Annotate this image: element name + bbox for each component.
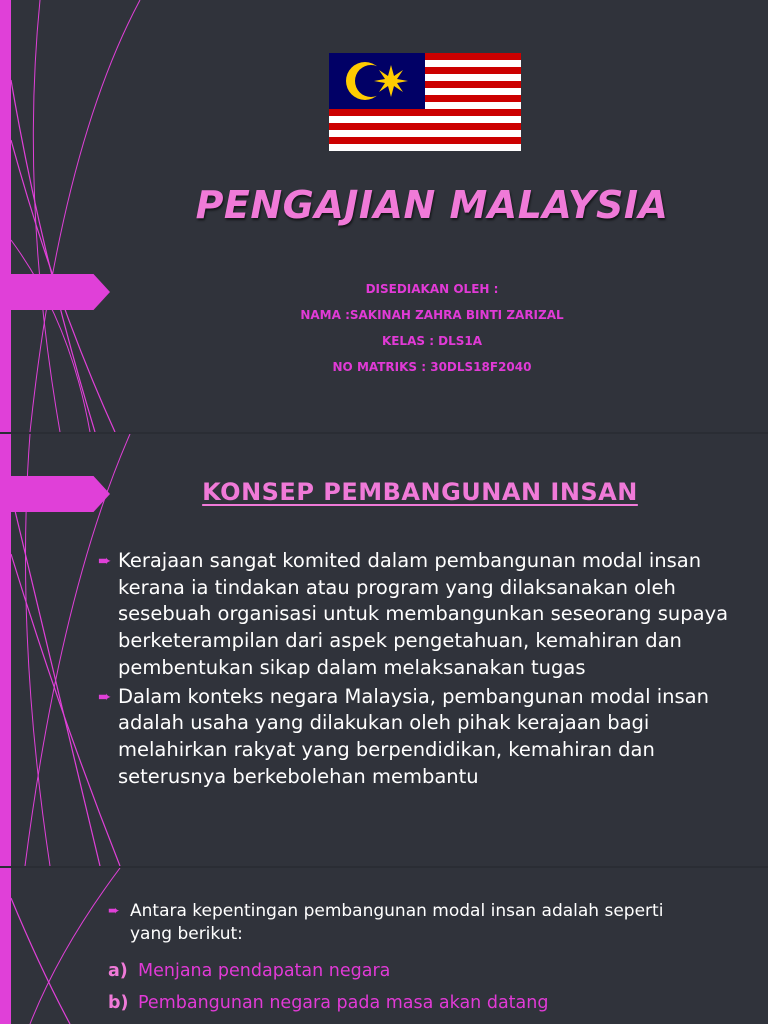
list-item-text: Menjana pendapatan negara <box>138 961 391 981</box>
credits-block <box>0 276 768 380</box>
importance-intro <box>108 900 708 946</box>
list-marker: b) <box>108 993 129 1013</box>
presentation-title: PENGAJIAN MALAYSIA <box>195 183 669 227</box>
list-marker: a) <box>108 961 128 981</box>
malaysia-flag <box>329 53 521 151</box>
importance-list <box>108 955 548 1019</box>
arrow-bullet-icon: ➨ <box>108 903 120 919</box>
list-item <box>108 955 548 987</box>
bullet-text: Dalam konteks negara Malaysia, pembangunan modal insan adalah usaha yang dilakukan oleh pihak kerajaan bagi melahirkan rakyat yang berpendidikan, kemahiran dan seterusnya berkebolehan membantu <box>118 684 709 788</box>
concept-bullets <box>98 548 748 792</box>
bullet-item <box>98 684 748 791</box>
bullet-text: Kerajaan sangat komited dalam pembangunan modal insan kerana ia tindakan atau program yang dilaksanakan oleh sesebuah organisasi untuk membangunkan seseorang supaya berketerampilan dari aspek pengetahuan, kemahiran dan pembentukan sikap dalam melaksanakan tugas <box>118 549 729 679</box>
list-item-text: Pembangunan negara pada masa akan datang <box>138 993 549 1013</box>
arrow-bullet-icon: ➨ <box>98 551 112 570</box>
arrow-bullet-icon: ➨ <box>98 686 112 706</box>
bullet-item <box>98 548 748 682</box>
list-item <box>108 987 548 1019</box>
title-slide <box>0 0 768 432</box>
credit-name: NAMA :SAKINAH ZAHRA BINTI ZARIZAL <box>300 308 564 322</box>
credit-matric-number: NO MATRIKS : 30DLS18F2040 <box>332 360 532 374</box>
section-title: KONSEP PEMBANGUNAN INSAN <box>202 478 638 506</box>
credit-class: KELAS : DLS1A <box>381 334 483 348</box>
intro-text: Antara kepentingan pembangunan modal insan adalah seperti yang berikut: <box>130 901 664 944</box>
credit-prepared-by: DISEDIAKAN OLEH : <box>365 282 499 296</box>
